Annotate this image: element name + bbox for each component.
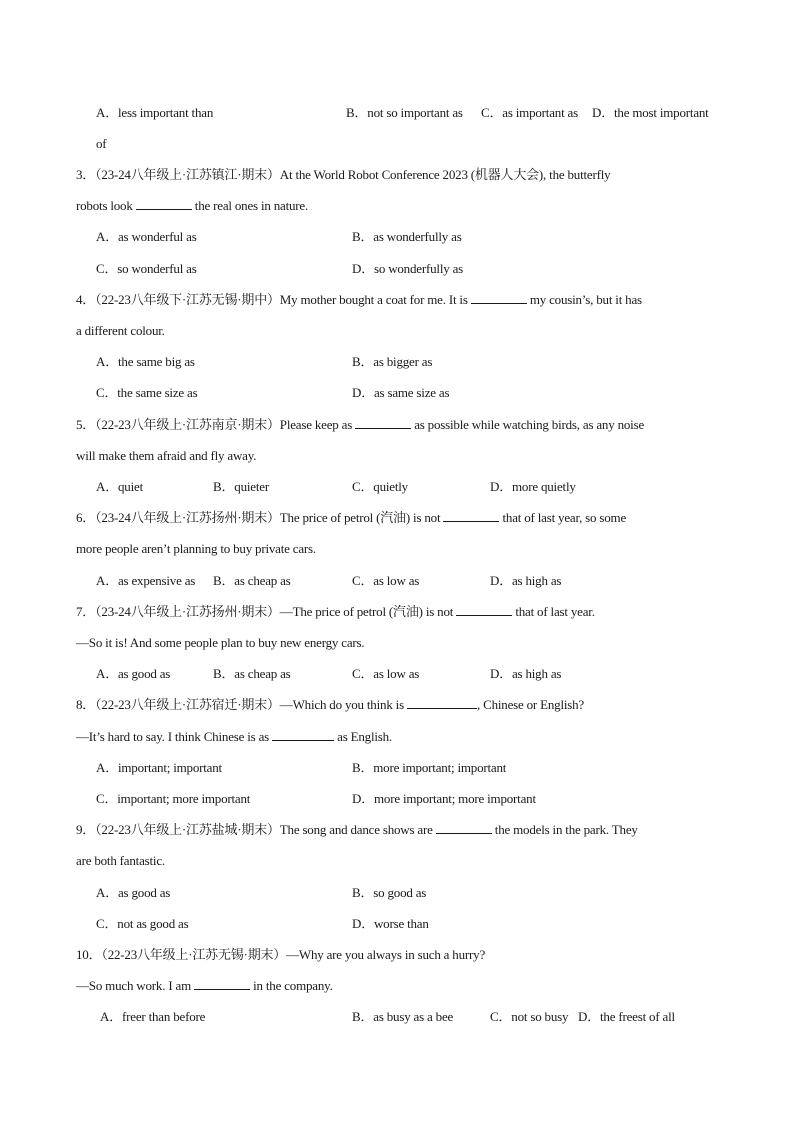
- q5-option-d[interactable]: D．more quietly: [490, 479, 576, 494]
- q7-stem-pre: 7．（23-24八年级上·江苏扬州·期末）—The price of petrol (汽油) is not: [76, 604, 454, 619]
- q8-option-a[interactable]: A．important; important: [96, 760, 222, 775]
- q9-option-a[interactable]: A．as good as: [96, 885, 171, 900]
- q6-option-c[interactable]: C．as low as: [352, 573, 420, 588]
- q10-option-a[interactable]: A．freer than before: [100, 1009, 206, 1024]
- q5-stem: [76, 416, 644, 434]
- q7-option-b[interactable]: B．as cheap as: [213, 666, 291, 681]
- q3-option-c[interactable]: C．so wonderful as: [96, 261, 197, 276]
- q9-answer-blank[interactable]: [436, 821, 492, 834]
- q4-option-b[interactable]: B．as bigger as: [352, 354, 433, 369]
- q8-stem2-pre: —It’s hard to say. I think Chinese is as: [76, 729, 269, 744]
- q10-stem2-post: in the company.: [253, 978, 333, 993]
- q2-option-a[interactable]: A．less important than: [96, 105, 214, 120]
- q9-option-c[interactable]: C．not as good as: [96, 916, 189, 931]
- q9-stem-post: the models in the park. They: [494, 822, 638, 837]
- q7-answer-blank[interactable]: [456, 603, 512, 616]
- q5-stem-line2: will make them afraid and fly away.: [76, 448, 257, 463]
- q6-option-b[interactable]: B．as cheap as: [213, 573, 291, 588]
- q5-option-c[interactable]: C．quietly: [352, 479, 408, 494]
- q7-stem-post: that of last year.: [515, 604, 595, 619]
- q6-stem-pre: 6．（23-24八年级上·江苏扬州·期末）The price of petrol (汽油) is not: [76, 510, 441, 525]
- q3-answer-blank[interactable]: [136, 197, 192, 210]
- q6-option-d[interactable]: D．as high as: [490, 573, 562, 588]
- q5-stem-post: as possible while watching birds, as any noise: [414, 417, 645, 432]
- q9-stem-pre: 9．（22-23八年级上·江苏盐城·期末）The song and dance shows are: [76, 822, 433, 837]
- q10-stem-line2: [76, 977, 333, 995]
- q7-stem-line2: —So it is! And some people plan to buy new energy cars.: [76, 635, 365, 650]
- q9-stem-line2: are both fantastic.: [76, 853, 165, 868]
- q7-option-d[interactable]: D．as high as: [490, 666, 562, 681]
- q4-stem-line2: a different colour.: [76, 323, 165, 338]
- q3-option-b[interactable]: B．as wonderfully as: [352, 229, 462, 244]
- q3-option-a[interactable]: A．as wonderful as: [96, 229, 197, 244]
- q8-option-c[interactable]: C．important; more important: [96, 791, 251, 806]
- q4-answer-blank[interactable]: [471, 291, 527, 304]
- q7-option-a[interactable]: A．as good as: [96, 666, 171, 681]
- q6-stem-line2: more people aren’t planning to buy private cars.: [76, 541, 316, 556]
- q6-stem-post: that of last year, so some: [502, 510, 627, 525]
- q2-option-d-wrap: of: [96, 136, 107, 151]
- q3-stem-post: the real ones in nature.: [194, 198, 309, 213]
- q8-stem-line2: [76, 728, 392, 746]
- q10-stem2-pre: —So much work. I am: [76, 978, 191, 993]
- q10-option-d[interactable]: D．the freest of all: [578, 1009, 675, 1024]
- q6-option-a[interactable]: A．as expensive as: [96, 573, 196, 588]
- q3-stem-line2: [76, 197, 308, 215]
- q4-option-a[interactable]: A．the same big as: [96, 354, 195, 369]
- q4-option-c[interactable]: C．the same size as: [96, 385, 198, 400]
- q4-stem: [76, 291, 642, 309]
- q6-stem: [76, 509, 626, 527]
- q8-answer-blank-2[interactable]: [272, 728, 334, 741]
- q9-stem: [76, 821, 638, 839]
- q3-stem-pre: robots look: [76, 198, 133, 213]
- q3-stem: 3．（23-24八年级上·江苏镇江·期末）At the World Robot Conference 2023 (机器人大会), the butterfly: [76, 167, 611, 182]
- q5-answer-blank[interactable]: [355, 416, 411, 429]
- q10-option-c[interactable]: C．not so busy: [490, 1009, 569, 1024]
- q5-stem-pre: 5．（22-23八年级上·江苏南京·期末）Please keep as: [76, 417, 353, 432]
- q6-answer-blank[interactable]: [443, 509, 499, 522]
- q5-option-b[interactable]: B．quieter: [213, 479, 269, 494]
- q3-option-d[interactable]: D．so wonderfully as: [352, 261, 464, 276]
- q10-answer-blank[interactable]: [194, 977, 250, 990]
- q4-stem-pre: 4．（22-23八年级下·江苏无锡·期中）My mother bought a coat for me. It is: [76, 292, 468, 307]
- q8-option-b[interactable]: B．more important; important: [352, 760, 507, 775]
- q2-option-c[interactable]: C．as important as: [481, 105, 578, 120]
- q9-option-d[interactable]: D．worse than: [352, 916, 429, 931]
- q8-stem-post: , Chinese or English?: [477, 697, 585, 712]
- q7-stem: [76, 603, 595, 621]
- q7-option-c[interactable]: C．as low as: [352, 666, 420, 681]
- q10-option-b[interactable]: B．as busy as a bee: [352, 1009, 454, 1024]
- q8-stem2-post: as English.: [337, 729, 392, 744]
- q2-option-b[interactable]: B．not so important as: [346, 105, 463, 120]
- q9-option-b[interactable]: B．so good as: [352, 885, 427, 900]
- q8-stem-pre: 8．（22-23八年级上·江苏宿迁·期末）—Which do you think is: [76, 697, 404, 712]
- q8-stem: [76, 696, 584, 714]
- q8-answer-blank-1[interactable]: [407, 696, 477, 709]
- q4-stem-post: my cousin’s, but it has: [529, 292, 642, 307]
- q5-option-a[interactable]: A．quiet: [96, 479, 143, 494]
- q8-option-d[interactable]: D．more important; more important: [352, 791, 536, 806]
- q10-stem: 10．（22-23八年级上·江苏无锡·期末）—Why are you always in such a hurry?: [76, 947, 486, 962]
- q2-option-d[interactable]: D．the most important: [592, 105, 709, 120]
- q4-option-d[interactable]: D．as same size as: [352, 385, 450, 400]
